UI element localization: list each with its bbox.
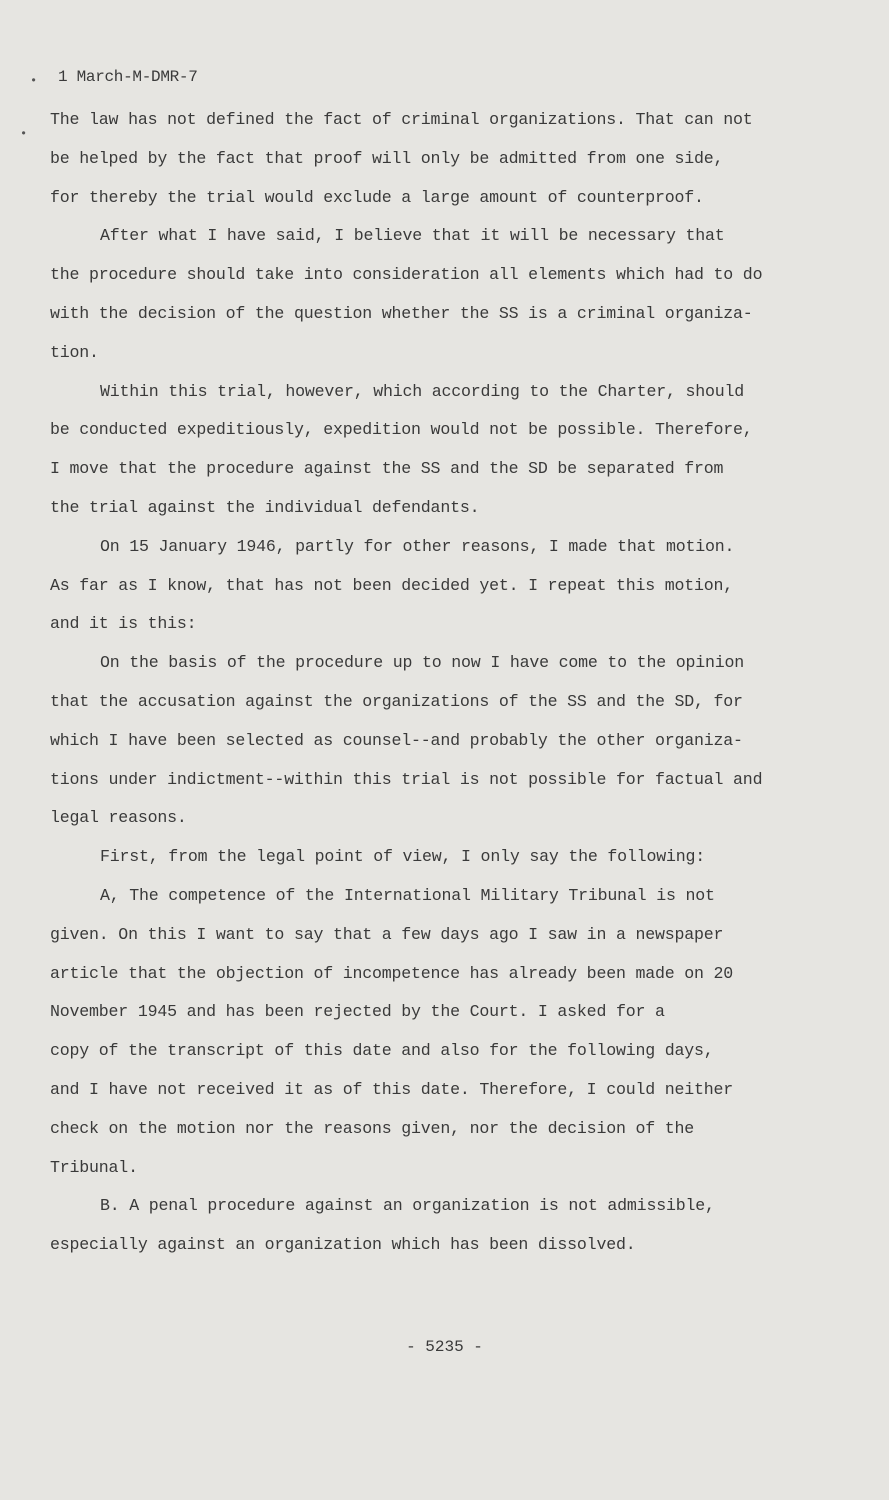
document-header: 1 March-M-DMR-7 (58, 68, 198, 86)
document-body (50, 101, 770, 1265)
paragraph: A, The competence of the International Military Tribunal is not given. On this I want to say that a few days ago I saw in a newspaper article that the objection of incompetence has already been made on 20 November 1945 and has been rejected by the Court. I asked for a copy of the transcript of this date and also for the following days, and I have not received it as of this date. Therefore, I could neither check on the motion nor the reasons given, nor the decision of the Tribunal. (50, 885, 734, 1177)
page-number: - 5235 - (406, 1338, 483, 1356)
paragraph: The law has not defined the fact of criminal organizations. That can not be helped by the fact that proof will only be admitted from one side, for thereby the trial would exclude a large amount of counterproof. (50, 110, 753, 207)
margin-mark: • (30, 74, 38, 88)
paragraph: B. A penal procedure against an organization is not admissible, especially against an organization which has been dissolved. (50, 1196, 715, 1255)
paragraph: On the basis of the procedure up to now I have come to the opinion that the accusation against the organizations of the SS and the SD, for which I have been selected as counsel--and probably the other organiza- tions under indictment--within this trial is not possible for factual and legal reasons. (50, 653, 763, 828)
paragraph: First, from the legal point of view, I only say the following: (100, 847, 705, 867)
margin-mark: • (20, 127, 28, 141)
paragraph: Within this trial, however, which according to the Charter, should be conducted expeditiously, expedition would not be possible. Therefore, I move that the procedure against the SS and the SD be separated from the trial against the individual defendants. (50, 381, 753, 517)
paragraph: On 15 January 1946, partly for other reasons, I made that motion. As far as I know, that has not been decided yet. I repeat this motion, and it is this: (50, 536, 735, 634)
paragraph: After what I have said, I believe that it will be necessary that the procedure should take into consideration all elements which had to do with the decision of the question whether the SS is a criminal organiza- tion. (50, 226, 763, 362)
